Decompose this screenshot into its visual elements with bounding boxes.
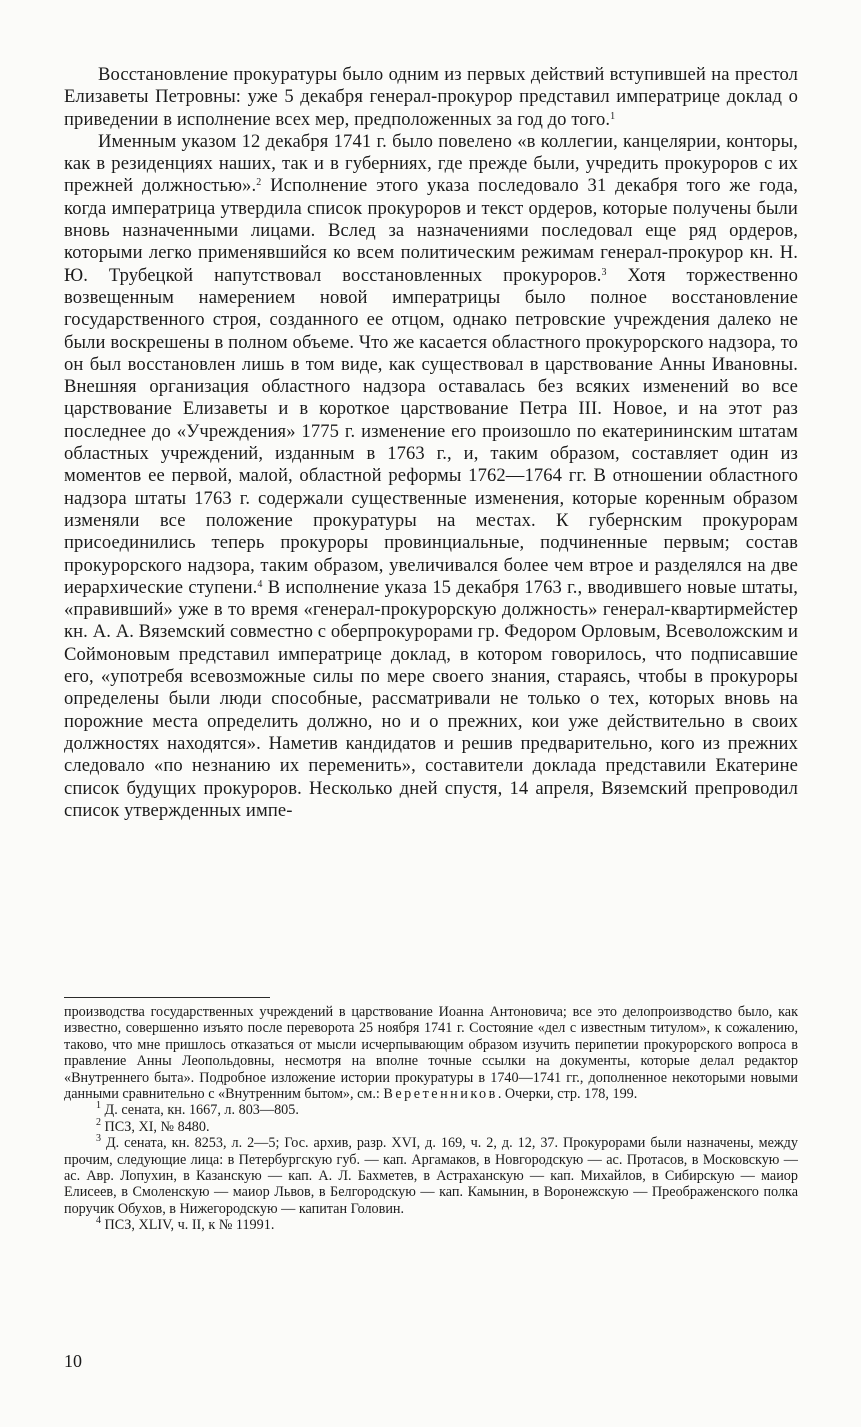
footnote-ref: 1 xyxy=(610,110,616,122)
footnote xyxy=(64,1217,798,1233)
footnote-number: 4 xyxy=(96,1215,101,1227)
paragraph-text: Хотя торжественно возвещенным намерением новой императрицы было полное восстановление государственного строя, созданного ее отцом, однако петровские учреждения далеко не были воскрешены в полном объеме. Что же касается областного прокурорского надзора, то он был восстановлен лишь в том виде, как существовал в царствование Анны Ивановны. Внешняя организация областного надзора оставалась без всяких изменений во все царствование Елизаветы и в короткое царствование Петра III. Новое, и на этот раз последнее до «Учреждения» 1775 г. изменение его произошло по екатерининским штатам областных учреждений, изданным в 1763 г., и, таким образом, составляет один из моментов ее первой, малой, областной реформы 1762—1764 гг. В отношении областного надзора штаты 1763 г. содержали существенные изменения, которые коренным образом изменяли все положение прокуратуры на местах. К губернским прокурорам присоединились теперь прокуроры провинциальные, подчиненные первым; состав прокурорского надзора, таким образом, увеличивался более чем втрое и разделялся на две иерархические ступени. xyxy=(64,264,798,598)
footnote-continuation xyxy=(64,1004,798,1102)
footnote-number: 2 xyxy=(96,1116,101,1128)
footnote-ref: 2 xyxy=(256,177,262,189)
footnote-text: Д. сената, кн. 1667, л. 803—805. xyxy=(104,1102,299,1119)
page-number: 10 xyxy=(64,1351,82,1371)
paragraph-text: Именным указом 12 декабря 1741 г. было повелено «в коллегии, канцелярии, конторы, как в резиденциях наших, так и в губерниях, где прежде были, учредить прокуроров с их прежней должностью». xyxy=(64,130,798,197)
paragraph-text: Исполнение этого указа последовало 31 декабря того же года, когда императрица утвердила список прокуроров и текст ордеров, которые получены были вновь назначенными лицами. Вслед за назначениями последовал еще ряд ордеров, которыми легко применявшийся ко всем политическим режимам генерал-прокурор кн. Н. Ю. Трубецкой напутствовал восстановленных прокуроров. xyxy=(64,175,798,286)
paragraph xyxy=(64,131,798,822)
footnotes xyxy=(64,1004,798,1234)
footnote-text: . Очерки, стр. 178, 199. xyxy=(497,1086,638,1103)
author-name: Веретенников xyxy=(383,1086,498,1103)
footnote xyxy=(64,1116,798,1135)
footnote-text: производства государственных учреждений в царствование Иоанна Антоновича; все это делопроизводство было, как известно, совершенно изъято после переворота 25 ноября 1741 г. Состояние «дел с известным титулом», к сожалению, таково, что мне пришлось отказаться от мысли исчерпывающим образом изучить перипетии прокурорского вопроса в правление Анны Леопольдовны, несмотря на вполне точные ссылки на документы, которые делал редактор «Внутреннего быта». Подробное изложение истории прокуратуры в 1740—1741 гг., дополненное некоторыми новыми данными сравнительно с «Внутренним бытом», см.: xyxy=(64,1004,798,1103)
footnote-text: ПСЗ, XI, № 8480. xyxy=(104,1118,210,1135)
main-text xyxy=(64,64,798,822)
footnote xyxy=(64,1135,798,1217)
footnote-ref: 3 xyxy=(601,266,607,278)
footnote-number: 3 xyxy=(96,1133,101,1145)
paragraph xyxy=(64,64,798,131)
footnote-text: Д. сената, кн. 8253, л. 2—5; Гос. архив, разр. XVI, д. 169, ч. 2, д. 12, 37. Прокурорами были назначены, между прочим, следующие лица: в Петербургскую губ. — кап. Аргамаков, в Новгородскую — ас. Протасов, в Московскую — ас. Авр. Лопухин, в Казанскую — кап. А. Л. Бахметев, в Астраханскую — кап. Михайлов, в Сибирскую — маиор Елисеев, в Смоленскую — маиор Львов, в Белгородскую — кап. Камынин, в Воронежскую — Преображенского полка поручик Обухов, в Нижегородскую — капитан Головин. xyxy=(64,1135,798,1217)
paragraph-text: Восстановление прокуратуры было одним из первых действий вступившей на престол Елизаветы Петровны: уже 5 декабря генерал-прокурор представил императрице доклад о приведении в исполнение всех мер, предположенных за год до того. xyxy=(64,64,798,130)
footnote xyxy=(64,1102,798,1118)
footnote-ref: 4 xyxy=(257,578,263,590)
footnote-separator xyxy=(64,997,270,998)
paragraph-text: В исполнение указа 15 декабря 1763 г., вводившего новые штаты, «правивший» уже в то время «генерал-прокурорскую должность» генерал-квартирмейстер кн. А. А. Вяземский совместно с оберпрокурорами гр. Федором Орловым, Всеволожским и Соймоновым представил императрице доклад, в котором говорилось, что подписавшие его, «употребя всевозможные силы по мере своего знания, стараясь, чтобы в прокуроры определены были люди способные, рассматривали не только о тех, которых вновь на порожние места определить должно, но и о прежних, кои уже действительно в своих должностях находятся». Наметив кандидатов и решив предварительно, кого из прежних следовало «по незнанию их переменить», составители доклада представили Екатерине список будущих прокуроров. Несколько дней спустя, 14 апреля, Вяземский препроводил список утвержденных импе- xyxy=(64,576,798,821)
footnote-number: 1 xyxy=(96,1100,101,1112)
footnote-text: ПСЗ, XLIV, ч. II, к № 11991. xyxy=(104,1217,275,1234)
